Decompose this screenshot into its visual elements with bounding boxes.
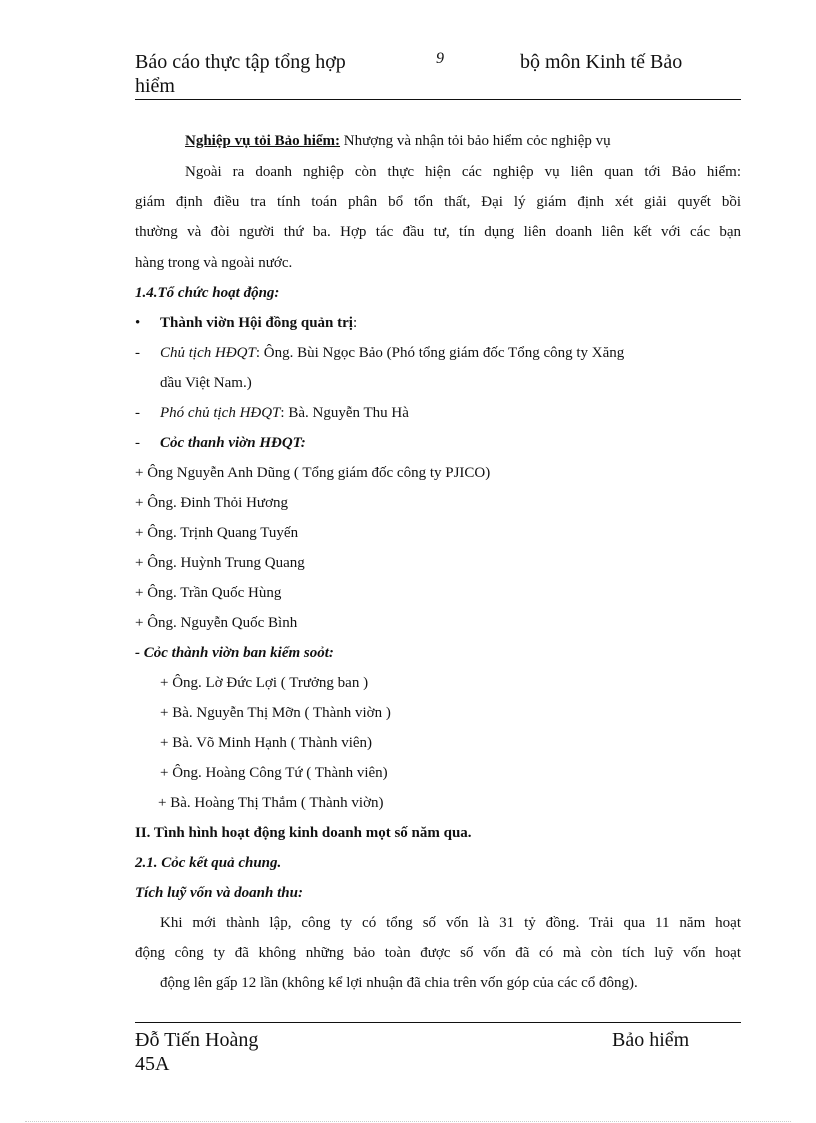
paragraph-line: động lên gấp 12 lần (không kể lợi nhuận đã chia trên vốn góp của các cổ đông). [160, 975, 638, 991]
footer-department: Bảo hiểm [612, 1029, 690, 1051]
members-title: Cỏc thanh viờn HĐQT: [160, 435, 306, 451]
chairman-role: Chủ tịch HĐQT [160, 345, 256, 361]
header-rule [135, 99, 741, 100]
board-member: + Ông. Trịnh Quang Tuyến [135, 525, 299, 541]
footer-author-name: Đỗ Tiến Hoàng [135, 1029, 259, 1051]
board-title: Thành viờn Hội đồng quản trị [160, 315, 353, 331]
section-heading-2-1: 2.1. Cỏc kết quả chung. [135, 855, 282, 871]
control-member: + Ông. Hoàng Công Tứ ( Thành viên) [160, 765, 388, 781]
paragraph-line: động công ty đã không những bảo toàn được số vốn đã có mà còn tích luỹ vốn hoạt [135, 945, 741, 961]
control-member: + Bà. Hoàng Thị Thắm ( Thành viờn) [158, 795, 384, 811]
board-colon: : [352, 315, 358, 331]
section-heading-2: II. Tình hình hoạt động kinh doanh mọt số năm qua. [135, 825, 472, 841]
paragraph-reinsurance [185, 131, 611, 151]
header-left [135, 50, 395, 98]
vice-chairman-text: : Bà. Nguyễn Thu Hà [280, 405, 409, 421]
control-member: + Ông. Lờ Đức Lợi ( Trưởng ban ) [160, 675, 369, 691]
header-right: bộ môn Kinh tế Bảo [520, 51, 683, 73]
paragraph-line: Ngoài ra doanh nghiệp còn thực hiện các nghiệp vụ liên quan tới Bảo hiểm: [185, 164, 741, 180]
vice-chairman-line [135, 403, 409, 423]
control-member: + Bà. Võ Minh Hạnh ( Thành viên) [160, 735, 373, 751]
paragraph-line: giám định điều tra tính toán phân bổ tổn thất, Đại lý giám định xét giải quyết bồi [135, 194, 741, 210]
control-board-heading: - Cỏc thành viờn ban kiểm soỏt: [135, 645, 334, 661]
board-member: + Ông. Nguyễn Quốc Bình [135, 615, 298, 631]
board-heading [135, 313, 357, 333]
page-bottom-divider [25, 1121, 791, 1122]
subheading-capital: Tích luỹ vốn và doanh thu: [135, 885, 303, 901]
board-member: + Ông Nguyễn Anh Dũng ( Tổng giám đốc công ty PJICO) [135, 465, 491, 481]
reinsurance-title: Nghiệp vụ tỏi Bảo hiểm: [185, 133, 341, 149]
dash-marker: - [135, 345, 140, 361]
members-heading [135, 433, 306, 453]
header-title-line2: hiểm [135, 75, 175, 97]
section-heading-1-4: 1.4.Tổ chức hoạt động: [135, 285, 280, 301]
vice-chairman-role: Phó chủ tịch HĐQT [160, 405, 281, 421]
footer-author-class: 45A [135, 1053, 170, 1075]
board-member: + Ông. Đinh Thỏi Hương [135, 495, 288, 511]
footer-rule [135, 1022, 741, 1023]
board-member: + Ông. Trần Quốc Hùng [135, 585, 282, 601]
bullet-icon: • [135, 315, 141, 331]
reinsurance-text: Nhượng và nhận tỏi bảo hiểm cỏc nghiệp vụ [340, 133, 611, 149]
footer-author [135, 1028, 258, 1076]
chairman-line-2: dầu Việt Nam.) [160, 375, 252, 391]
chairman-line [135, 343, 741, 363]
paragraph-line: thường và đòi người thứ ba. Hợp tác đầu tư, tín dụng liên doanh liên kết với các bạn [135, 224, 741, 240]
dash-marker: - [135, 405, 140, 421]
page-number: 9 [436, 50, 444, 67]
control-member: + Bà. Nguyễn Thị Mỡn ( Thành viờn ) [160, 705, 391, 721]
paragraph-line: hàng trong và ngoài nước. [135, 255, 293, 271]
board-member: + Ông. Huỳnh Trung Quang [135, 555, 305, 571]
chairman-text: : Ông. Bùi Ngọc Bảo (Phó tổng giám đốc Tổng công ty Xăng [255, 345, 625, 361]
header-title-line1: Báo cáo thực tập tổng hợp [135, 51, 346, 73]
paragraph-line: Khi mới thành lập, công ty có tổng số vốn là 31 tỷ đồng. Trải qua 11 năm hoạt [160, 915, 741, 931]
dash-marker: - [135, 435, 140, 451]
